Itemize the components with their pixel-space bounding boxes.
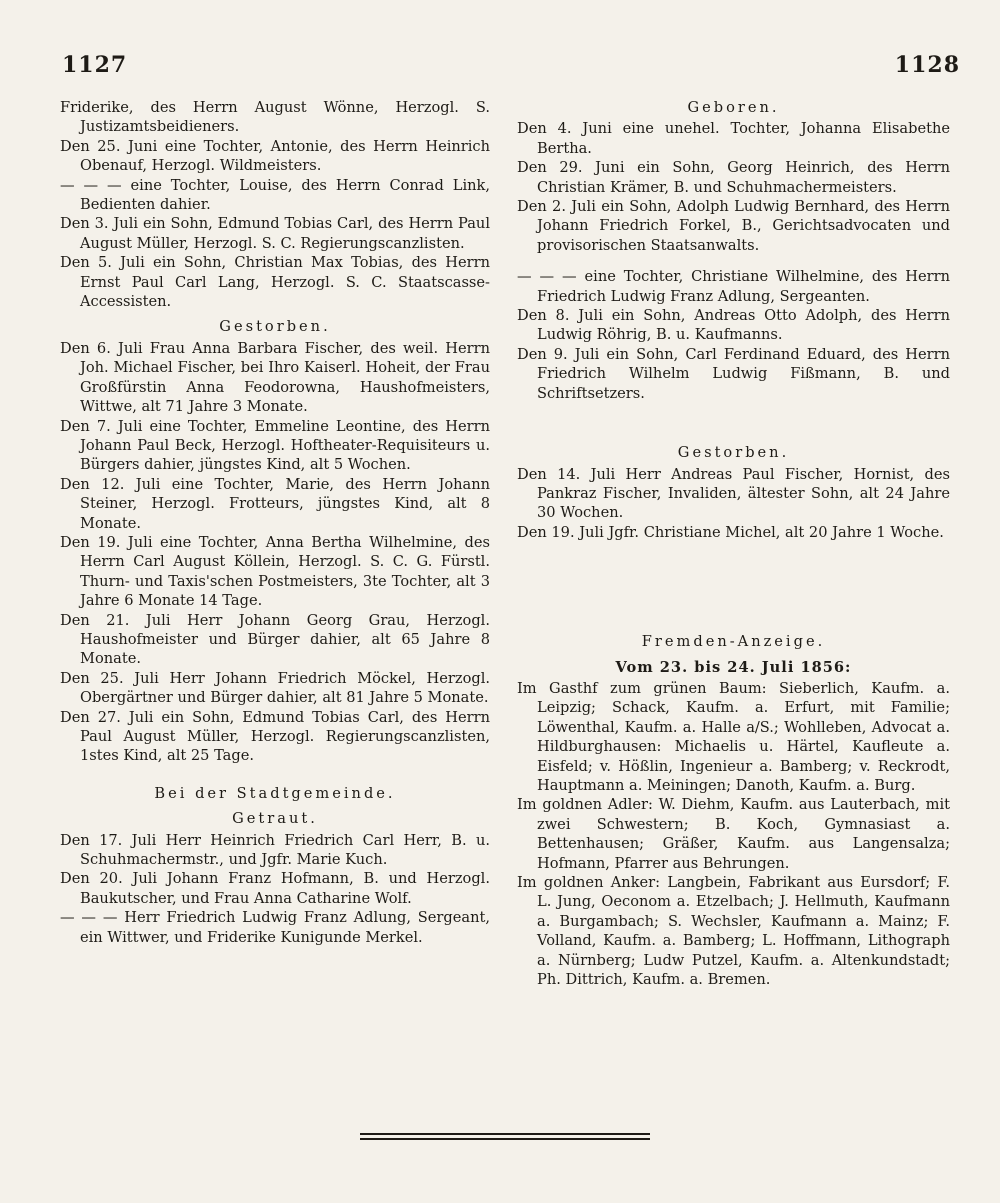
notice-entry: — — — eine Tochter, Louise, des Herrn Conrad Link, Bedienten dahier. <box>60 176 490 214</box>
guest-list-entry: Im goldnen Anker: Langbein, Fabrikant aus Eursdorf; F. L. Jung, Oeconom a. Etzelbach; J. Hellmuth, Kaufmann a. Burgambach; S. Wechsler, Kaufmann a. Mainz; F. Volland, Kaufm. a. Bamberg; L. Hoffmann, Lithograph a. Nürnberg; Ludw Putzel, Kaufm. a. Altenkundstadt; Ph. Dittrich, Kaufm. a. Bremen. <box>517 874 950 989</box>
death-entry: Den 27. Juli ein Sohn, Edmund Tobias Carl, des Herrn Paul August Müller, Herzogl. Regierungscanzlisten, 1stes Kind, alt 25 Tage. <box>60 708 490 765</box>
section-heading-geboren: Geboren. <box>687 99 780 116</box>
section-date: Vom 23. bis 24. Juli 1856: <box>615 658 852 676</box>
notice-entry: Den 3. Juli ein Sohn, Edmund Tobias Carl, des Herrn Paul August Müller, Herzogl. S. C. Regierungscanzlisten. <box>60 215 490 252</box>
guest-list-entry: Im Gasthf zum grünen Baum: Sieberlich, Kaufm. a. Leipzig; Schack, Kaufm. a. Erfurt, mit Familie; Löwenthal, Kaufm. a. Halle a/S.; Wohlleben, Advocat a. Hildburghausen: Michaelis u. Härtel, Kaufleute a. Eisfeld; v. Hößlin, Ingenieur a. Bamberg; v. Reckrodt, Hauptmann a. Meiningen; Danoth, Kaufm. a. Burg. <box>517 679 950 794</box>
marriage-entry: Den 17. Juli Herr Heinrich Friedrich Carl Herr, B. u. Schuhmachermstr., und Jgfr. Marie Kuch. <box>60 831 490 869</box>
birth-entry: Den 9. Juli ein Sohn, Carl Ferdinand Eduard, des Herrn Friedrich Wilhelm Ludwig Fißmann, B. und Schriftsetzers. <box>517 345 950 402</box>
section-heading-fremden-anzeige: Fremden-Anzeige. <box>641 633 826 651</box>
birth-entry: Den 8. Juli ein Sohn, Andreas Otto Adolph, des Herrn Ludwig Röhrig, B. u. Kaufmanns. <box>517 307 950 344</box>
death-entry: Den 14. Juli Herr Andreas Paul Fischer, Hornist, des Pankraz Fischer, Invaliden, ältester Sohn, alt 24 Jahre 30 Wochen. <box>517 465 950 522</box>
right-column <box>517 98 950 989</box>
birth-entry: Den 2. Juli ein Sohn, Adolph Ludwig Bernhard, des Herrn Johann Friedrich Forkel, B., Gerichtsadvocaten und provisorischen Staatsanwalts. <box>517 198 950 254</box>
section-heading-stadtgemeinde: Bei der Stadtgemeinde. <box>154 784 396 802</box>
marriage-entry: Den 20. Juli Johann Franz Hofmann, B. und Herzogl. Baukutscher, und Frau Anna Catharine Wolf. <box>60 870 490 907</box>
death-entry: Den 25. Juli Herr Johann Friedrich Möckel, Herzogl. Obergärtner und Bürger dahier, alt 81 Jahre 5 Monate. <box>60 669 490 707</box>
section-heading-getraut: Getraut. <box>232 810 318 828</box>
rule-line <box>360 1133 650 1135</box>
double-rule-divider <box>360 1133 650 1143</box>
section-heading-gestorben: Gestorben. <box>219 318 331 336</box>
death-entry: Den 19. Juli Jgfr. Christiane Michel, alt 20 Jahre 1 Woche. <box>517 523 944 541</box>
notice-entry: Den 5. Juli ein Sohn, Christian Max Tobias, des Herrn Ernst Paul Carl Lang, Herzogl. S. C. Staatscasse-Accessisten. <box>60 254 490 311</box>
notice-entry: Den 25. Juni eine Tochter, Antonie, des Herrn Heinrich Obenauf, Herzogl. Wildmeisters. <box>60 137 490 175</box>
page-number-right: 1128 <box>894 52 960 78</box>
death-entry: Den 21. Juli Herr Johann Georg Grau, Herzogl. Haushofmeister und Bürger dahier, alt 65 Jahre 8 Monate. <box>60 611 490 668</box>
birth-entry: Den 29. Juni ein Sohn, Georg Heinrich, des Herrn Christian Krämer, B. und Schuhmachermeisters. <box>517 159 950 196</box>
section-heading-gestorben: Gestorben. <box>677 444 790 462</box>
death-entry: Den 19. Juli eine Tochter, Anna Bertha Wilhelmine, des Herrn Carl August Köllein, Herzogl. S. C. G. Fürstl. Thurn- und Taxis'schen Postmeisters, 3te Tochter, alt 3 Jahre 6 Monate 14 Tage. <box>60 533 490 610</box>
rule-line <box>360 1138 650 1140</box>
marriage-entry: — — — Herr Friedrich Ludwig Franz Adlung, Sergeant, ein Wittwer, und Friderike Kunigunde Merkel. <box>60 909 490 946</box>
birth-entry: — — — eine Tochter, Christiane Wilhelmine, des Herrn Friedrich Ludwig Franz Adlung, Sergeanten. <box>517 268 950 305</box>
page-number-left: 1127 <box>62 52 128 78</box>
death-entry: Den 7. Juli eine Tochter, Emmeline Leontine, des Herrn Johann Paul Beck, Herzogl. Hoftheater-Requisiteurs u. Bürgers dahier, jüngstes Kind, alt 5 Wochen. <box>60 417 490 474</box>
notice-entry: Friderike, des Herrn August Wönne, Herzogl. S. Justizamtsbeidieners. <box>60 99 490 136</box>
guest-list-entry: Im goldnen Adler: W. Diehm, Kaufm. aus Lauterbach, mit zwei Schwestern; B. Koch, Gymnasiast a. Bettenhausen; Gräßer, Kaufm. aus Langensalza; Hofmann, Pfarrer aus Behrungen. <box>517 796 950 872</box>
birth-entry: Den 4. Juni eine unehel. Tochter, Johanna Elisabethe Bertha. <box>517 120 950 157</box>
death-entry: Den 6. Juli Frau Anna Barbara Fischer, des weil. Herrn Joh. Michael Fischer, bei Ihro Kaiserl. Hoheit, der Frau Großfürstin Anna Feodorowna, Haushofmeisters, Wittwe, alt 71 Jahre 3 Monate. <box>60 339 490 416</box>
death-entry: Den 12. Juli eine Tochter, Marie, des Herrn Johann Steiner, Herzogl. Frotteurs, jüngstes Kind, alt 8 Monate. <box>60 475 490 532</box>
left-column <box>60 98 490 947</box>
